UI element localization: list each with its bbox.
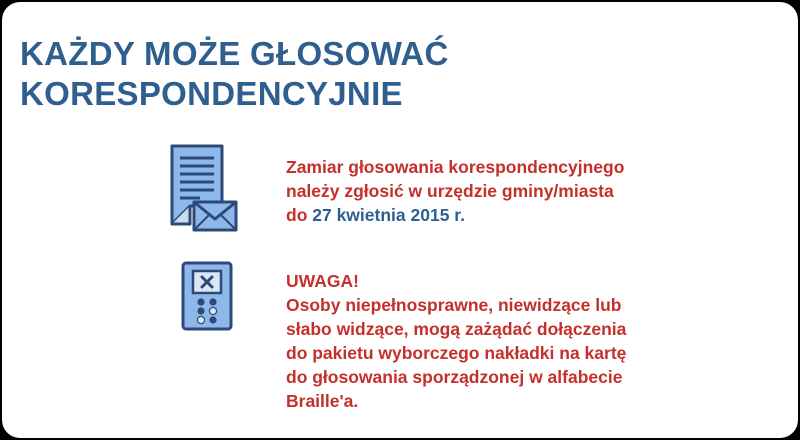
notice-line-3 (286, 203, 686, 227)
deadline-date: 27 kwietnia 2015 r. (312, 205, 465, 225)
braille-overlay-icon (180, 260, 234, 337)
notice-line-1: Zamiar głosowania korespondencyjnego (286, 157, 625, 177)
notice-prefix: do (286, 205, 313, 225)
warning-heading: UWAGA! (286, 271, 359, 291)
title-line-2: KORESPONDENCYJNIE (20, 75, 403, 112)
notice-text (286, 155, 686, 227)
page-title (20, 34, 449, 114)
warning-line-2: słabo widzące, mogą zażądać dołączenia (286, 319, 627, 339)
notice-line-2: należy zgłosić w urzędzie gminy/miasta (286, 181, 614, 201)
warning-line-5: Braille'a. (286, 391, 359, 411)
document-envelope-icon (166, 142, 240, 239)
info-card (2, 2, 798, 438)
title-line-1: KAŻDY MOŻE GŁOSOWAĆ (20, 35, 449, 72)
warning-line-4: do głosowania sporządzonej w alfabecie (286, 367, 623, 387)
warning-line-1: Osoby niepełnosprawne, niewidzące lub (286, 295, 622, 315)
warning-line-3: do pakietu wyborczego nakładki na kartę (286, 343, 627, 363)
warning-text (286, 269, 706, 413)
